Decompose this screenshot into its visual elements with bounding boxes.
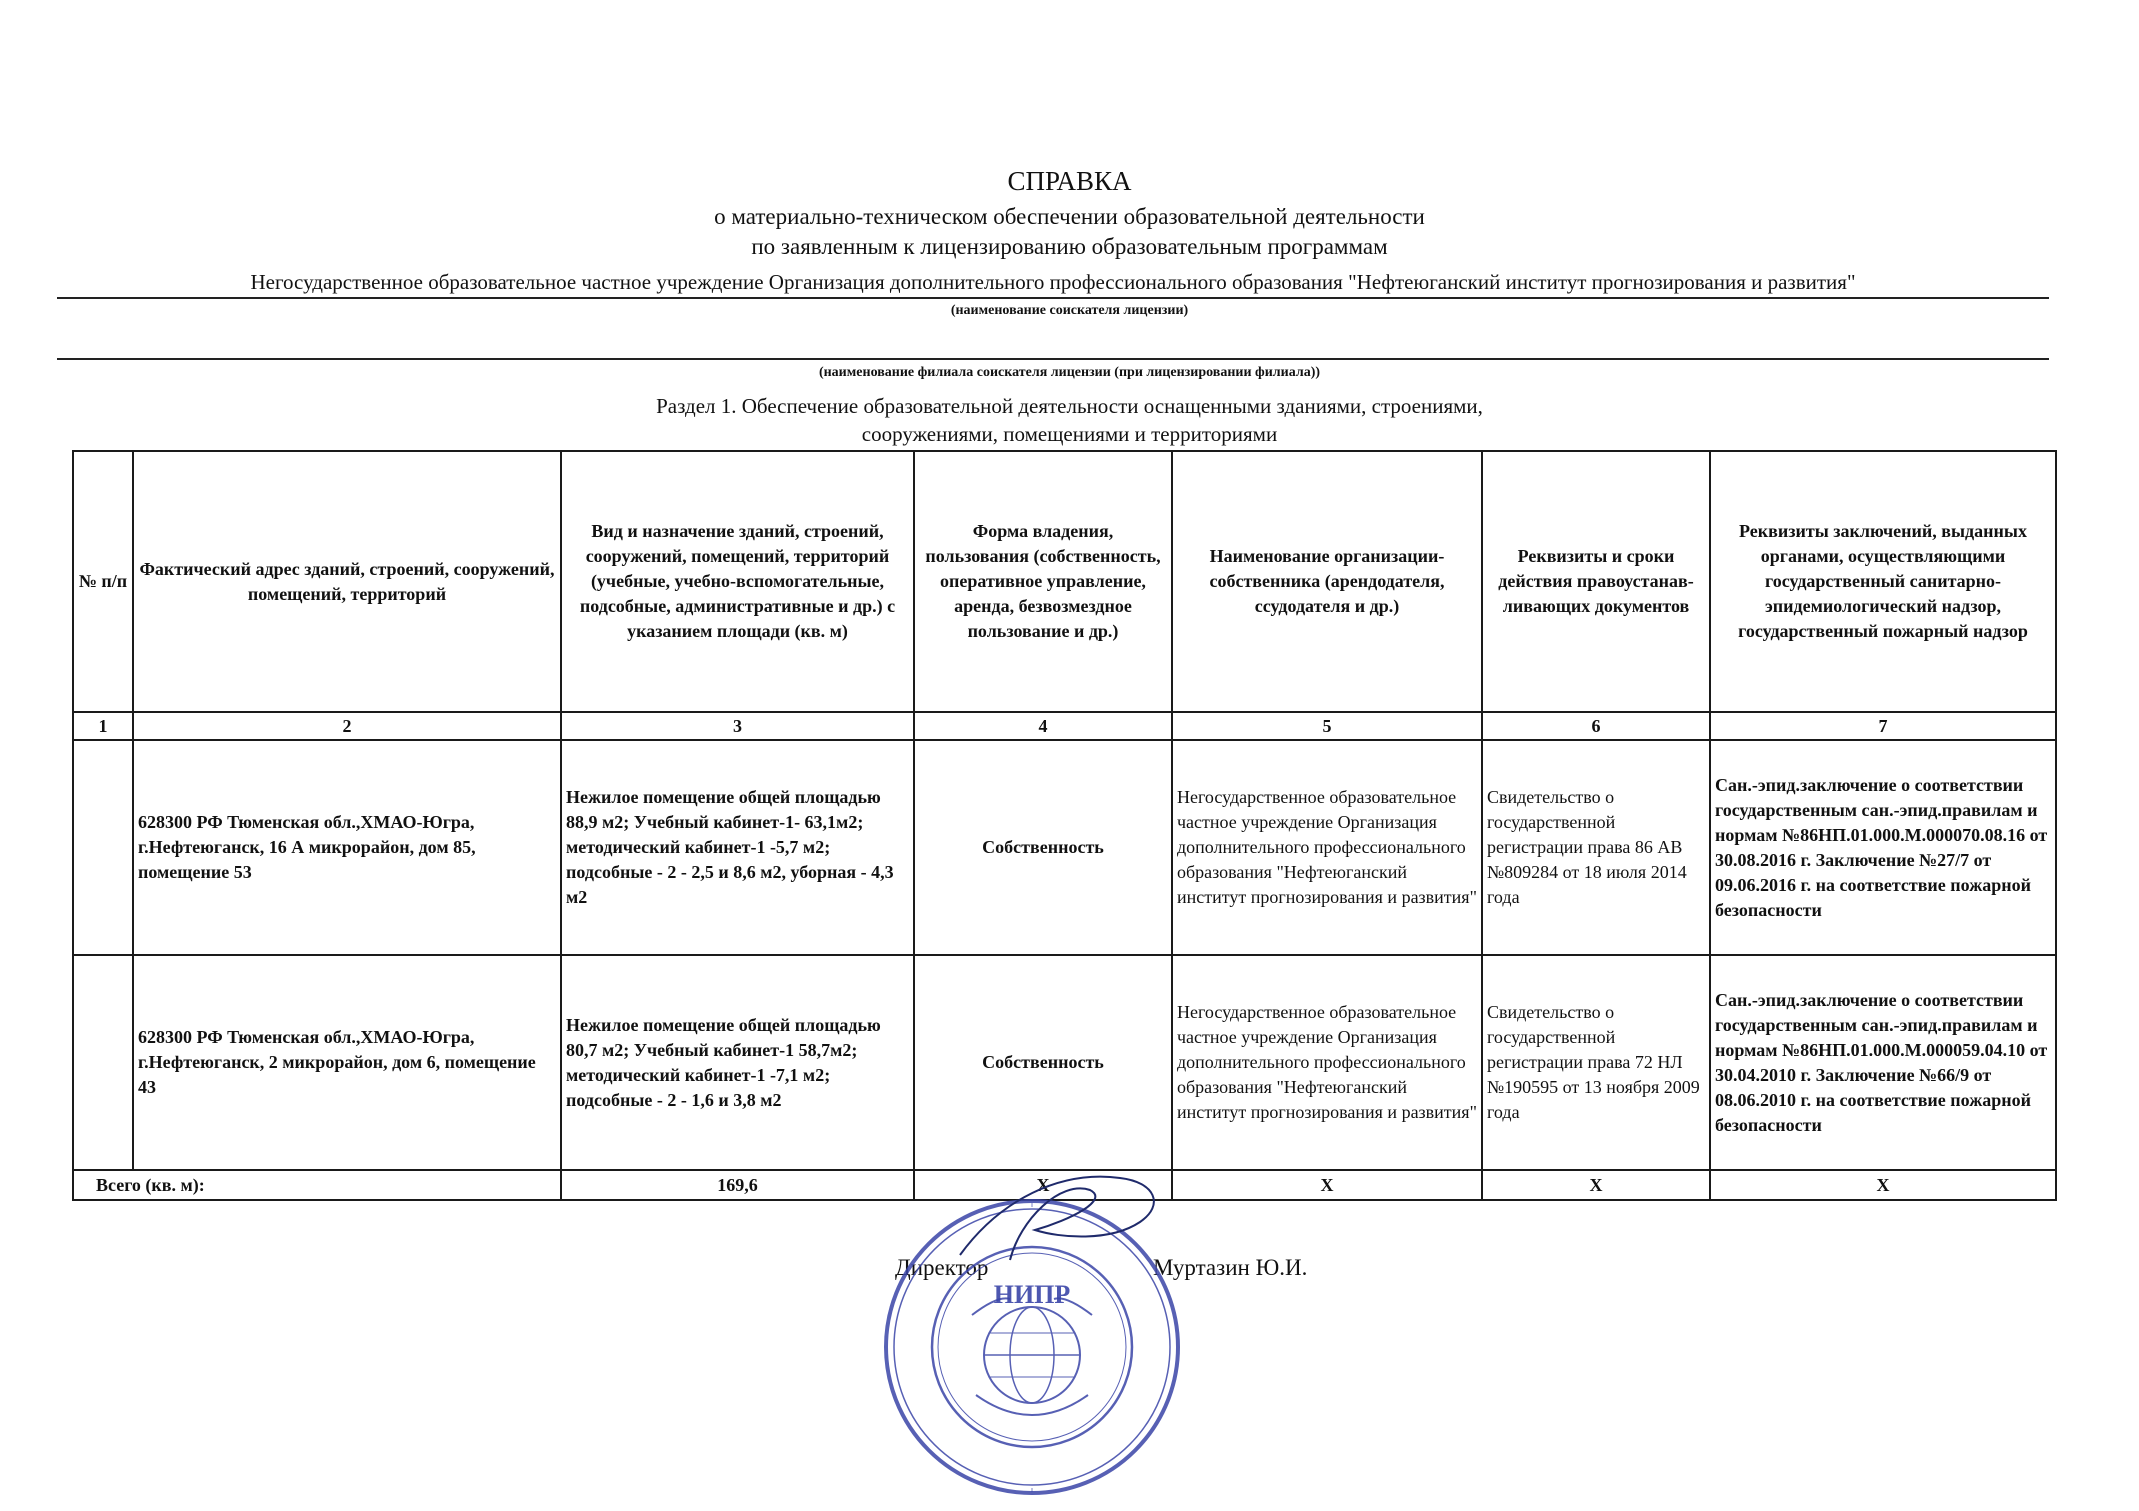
column-number: 5 xyxy=(1172,712,1482,740)
address-cell: 628300 РФ Тюменская обл.,ХМАО-Югра, г.Нефтеюганск, 16 А микрорайон, дом 85, помещение 53 xyxy=(133,740,561,955)
column-number: 4 xyxy=(914,712,1172,740)
ownership-cell: Собственность xyxy=(914,740,1172,955)
total-x-cell: Х xyxy=(914,1170,1172,1200)
branch-underline xyxy=(57,358,2049,360)
total-label: Всего (кв. м): xyxy=(73,1170,561,1200)
facilities-table xyxy=(72,450,2057,1201)
total-area: 169,6 xyxy=(561,1170,914,1200)
seal-center-text: НИПР xyxy=(993,1280,1071,1309)
column-number: 1 xyxy=(73,712,133,740)
applicant-name: Негосударственное образовательное частное учреждение Организация дополнительного профессионального образования "Нефтеюганский институт прогнозирования и развития" xyxy=(250,270,1856,294)
owner-cell: Негосударственное образовательное частное учреждение Организация дополнительного профессионального образования "Нефтеюганский институт прогнозирования и развития" xyxy=(1172,740,1482,955)
conclusions-cell: Сан.-эпид.заключение о соответствии государственным сан.-эпид.правилам и нормам №86НП.01.000.М.000070.08.16 от 30.08.2016 г. Заключение №27/7 от 09.06.2016 г. на соответствие пожарной безопасности xyxy=(1710,740,2056,955)
table-header-row xyxy=(73,451,2056,712)
director-title: Директор xyxy=(895,1255,989,1280)
row-number-cell xyxy=(73,955,133,1170)
section-title-line2: сооружениями, помещениями и территориями xyxy=(861,422,1278,446)
column-number: 2 xyxy=(133,712,561,740)
header-cell-documents: Реквизиты и сроки действия правоустанав-ливающих документов xyxy=(1482,451,1710,712)
header-cell-ownership: Форма владения, пользования (собственность, оперативное управление, аренда, безвозмездное пользование и др.) xyxy=(914,451,1172,712)
column-number: 6 xyxy=(1482,712,1710,740)
table-row xyxy=(73,955,2056,1170)
header-cell-number: № п/п xyxy=(73,451,133,712)
documents-cell: Свидетельство о государственной регистрации права 86 АВ №809284 от 18 июля 2014 года xyxy=(1482,740,1710,955)
column-number: 7 xyxy=(1710,712,2056,740)
section-title xyxy=(0,392,2139,448)
applicant-caption: (наименование соискателя лицензии) xyxy=(950,303,1189,318)
ownership-cell: Собственность xyxy=(914,955,1172,1170)
document-title: СПРАВКА xyxy=(1007,166,1132,196)
branch-caption: (наименование филиала соискателя лицензии (при лицензировании филиала)) xyxy=(818,365,1321,380)
applicant-underline xyxy=(57,297,2049,299)
director-name: Муртазин Ю.И. xyxy=(1153,1255,1308,1280)
header-cell-conclusions: Реквизиты заключений, выданных органами, осуществляющими государственный санитарно-эпидемиологический надзор, государственный пожарный надзор xyxy=(1710,451,2056,712)
column-number: 3 xyxy=(561,712,914,740)
document-subtitle-line2: по заявленным к лицензированию образовательным программам xyxy=(751,234,1388,259)
header-cell-owner: Наименование организации-собственника (арендодателя, ссудодателя и др.) xyxy=(1172,451,1482,712)
section-title-line1: Раздел 1. Обеспечение образовательной деятельности оснащенными зданиями, строениями, xyxy=(656,394,1483,418)
total-x-cell: Х xyxy=(1172,1170,1482,1200)
handwritten-signature xyxy=(940,1160,1180,1280)
address-cell: 628300 РФ Тюменская обл.,ХМАО-Югра, г.Нефтеюганск, 2 микрорайон, дом 6, помещение 43 xyxy=(133,955,561,1170)
purpose-cell: Нежилое помещение общей площадью 88,9 м2; Учебный кабинет-1- 63,1м2; методический кабинет-1 -5,7 м2; подсобные - 2 - 2,5 и 8,6 м2, уборная - 4,3 м2 xyxy=(561,740,914,955)
table-row xyxy=(73,740,2056,955)
conclusions-cell: Сан.-эпид.заключение о соответствии государственным сан.-эпид.правилам и нормам №86НП.01.000.М.000059.04.10 от 30.04.2010 г. Заключение №66/9 от 08.06.2010 г. на соответствие пожарной безопасности xyxy=(1710,955,2056,1170)
document-subtitle-line1: о материально-техническом обеспечении образовательной деятельности xyxy=(714,204,1425,229)
purpose-cell: Нежилое помещение общей площадью 80,7 м2; Учебный кабинет-1 58,7м2; методический кабинет-1 -7,1 м2; подсобные - 2 - 1,6 и 3,8 м2 xyxy=(561,955,914,1170)
header-cell-address: Фактический адрес зданий, строений, сооружений, помещений, территорий xyxy=(133,451,561,712)
owner-cell: Негосударственное образовательное частное учреждение Организация дополнительного профессионального образования "Нефтеюганский институт прогнозирования и развития" xyxy=(1172,955,1482,1170)
total-x-cell: Х xyxy=(1482,1170,1710,1200)
header-cell-purpose: Вид и назначение зданий, строений, сооружений, помещений, территорий (учебные, учебно-вспомогательные, подсобные, административные и др.) с указанием площади (кв. м) xyxy=(561,451,914,712)
total-x-cell: Х xyxy=(1710,1170,2056,1200)
column-number-row xyxy=(73,712,2056,740)
documents-cell: Свидетельство о государственной регистрации права 72 НЛ №190595 от 13 ноября 2009 года xyxy=(1482,955,1710,1170)
row-number-cell xyxy=(73,740,133,955)
